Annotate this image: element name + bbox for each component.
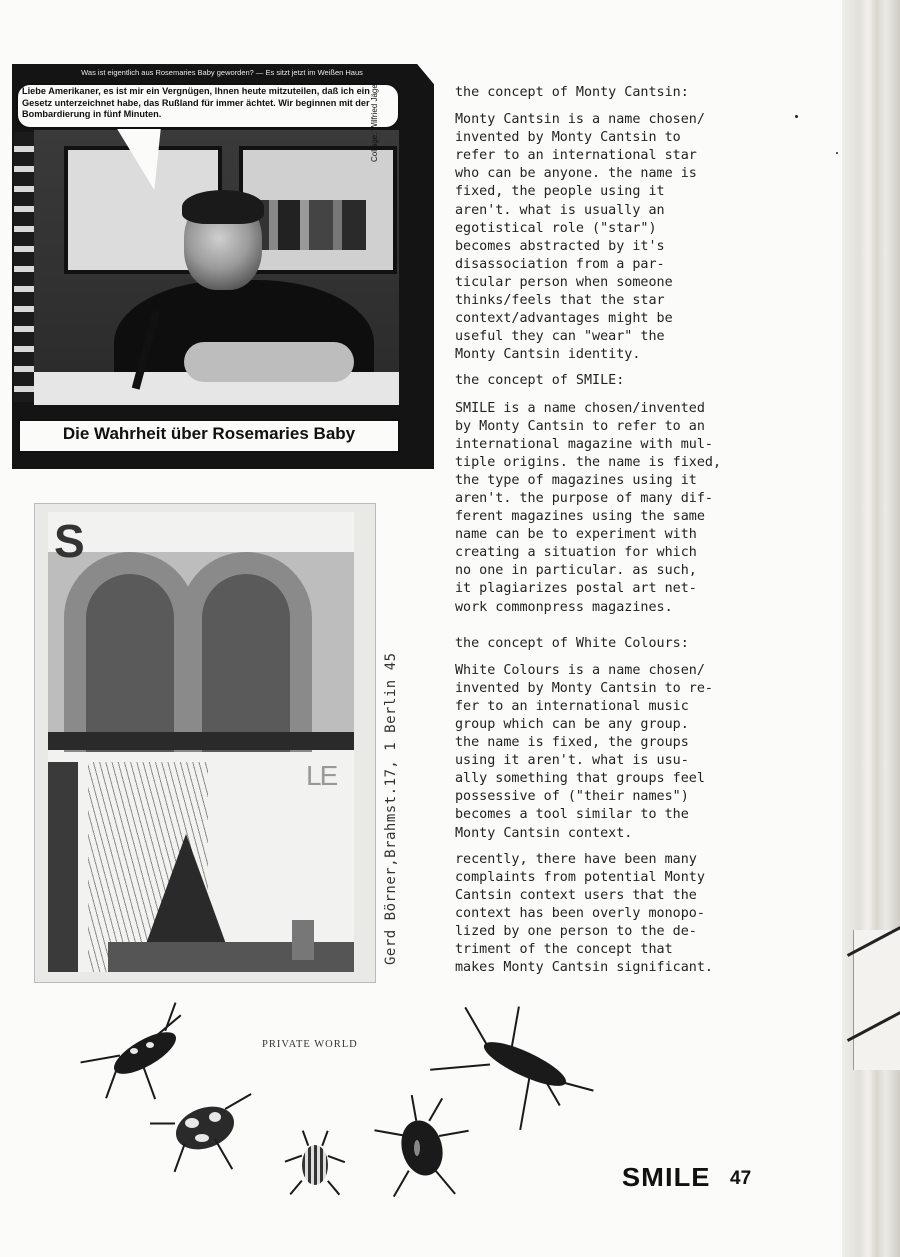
golden-arch-right [180, 552, 312, 752]
paragraph-recently: recently, there have been many complaints from potential Monty Cantsin context users that the context has been overly monopo- lized by one person to the de- triment of the concept that makes Monty Cantsin significant. [455, 851, 713, 976]
article-column [455, 84, 765, 985]
roof [108, 942, 354, 972]
edge-stripe [847, 1011, 900, 1042]
church-spire [146, 834, 226, 944]
figure-hands [184, 342, 354, 382]
heading-white-colours: the concept of White Colours: [455, 635, 689, 651]
collage-title: Die Wahrheit über Rosemaries Baby [62, 424, 356, 443]
paragraph-smile: SMILE is a name chosen/invented by Monty Cantsin to refer to an international magazine with mul- tiple origins. the name is fixed, the type of magazines using it aren't. the purpose of many dif- ferent magazines using the same name can be to experiment with creating a situation for which no one in particular. as such, it plagiarizes postal art net- work commonpress magazines. [455, 400, 722, 615]
speck [795, 115, 798, 118]
edge-stripe [847, 926, 900, 957]
collage-caption: Was ist eigentlich aus Rosemaries Baby geworden? — Es sitzt jetzt im Weißen Haus [81, 68, 363, 77]
paragraph-monty-cantsin: Monty Cantsin is a name chosen/ invented by Monty Cantsin to refer to an international star who can be anyone. the name is fixed, the people using it aren't. what is usually an egotistical role ("star") becomes abstracted by it's disassociation from a par- ticular person when someone thinks/feels that the star context/advantages might be useful they can "wear" the Monty Cantsin identity. [455, 112, 705, 363]
heading-smile: the concept of SMILE: [455, 373, 625, 389]
speech-bubble-text: Liebe Amerikaner, es ist mir ein Vergnügen, Ihnen heute mitzuteilen, daß ich ein Gesetz unterzeichnet habe, das Rußland für immer ächtet. Wir beginnen mit der Bombardierung in fünf Minuten. [22, 86, 370, 119]
flag-stripes [14, 132, 34, 402]
beetle-icon [430, 1000, 600, 1130]
photo-credit: Gerd Börner,Brahmst.17, 1 Berlin 45 [383, 652, 399, 965]
chimney [292, 920, 314, 960]
page-number: 47 [730, 1168, 752, 1189]
arch-base [48, 732, 354, 750]
collage-photo [34, 130, 399, 405]
heading-monty-cantsin: the concept of Monty Cantsin: [455, 85, 689, 100]
private-world-label: PRIVATE WORLD [262, 1039, 358, 1050]
sign-letters-le: LE [306, 760, 337, 791]
adjacent-page-fragment [853, 930, 900, 1070]
collage-credit: Collage: Wilfried Jäger [370, 81, 379, 162]
beetle-icon [286, 1125, 346, 1203]
golden-arch-left [64, 552, 196, 752]
smile-logo: SMILE [621, 1162, 711, 1192]
mcdonalds-photo [48, 512, 354, 972]
paragraph-white-colours: White Colours is a name chosen/ invented by Monty Cantsin to re- fer to an international music group which can be any group. the name is fixed, the groups using it aren't. what is usu- ally something that groups feel possessive of ("their names") becomes a tool similar to the Monty Cantsin context. [455, 662, 713, 841]
figure-hair [182, 190, 264, 224]
city-view [256, 200, 366, 250]
speck [836, 152, 838, 154]
building-left [48, 762, 78, 972]
sign-letter-s: S [54, 515, 85, 567]
beetle-icon [155, 1078, 260, 1188]
